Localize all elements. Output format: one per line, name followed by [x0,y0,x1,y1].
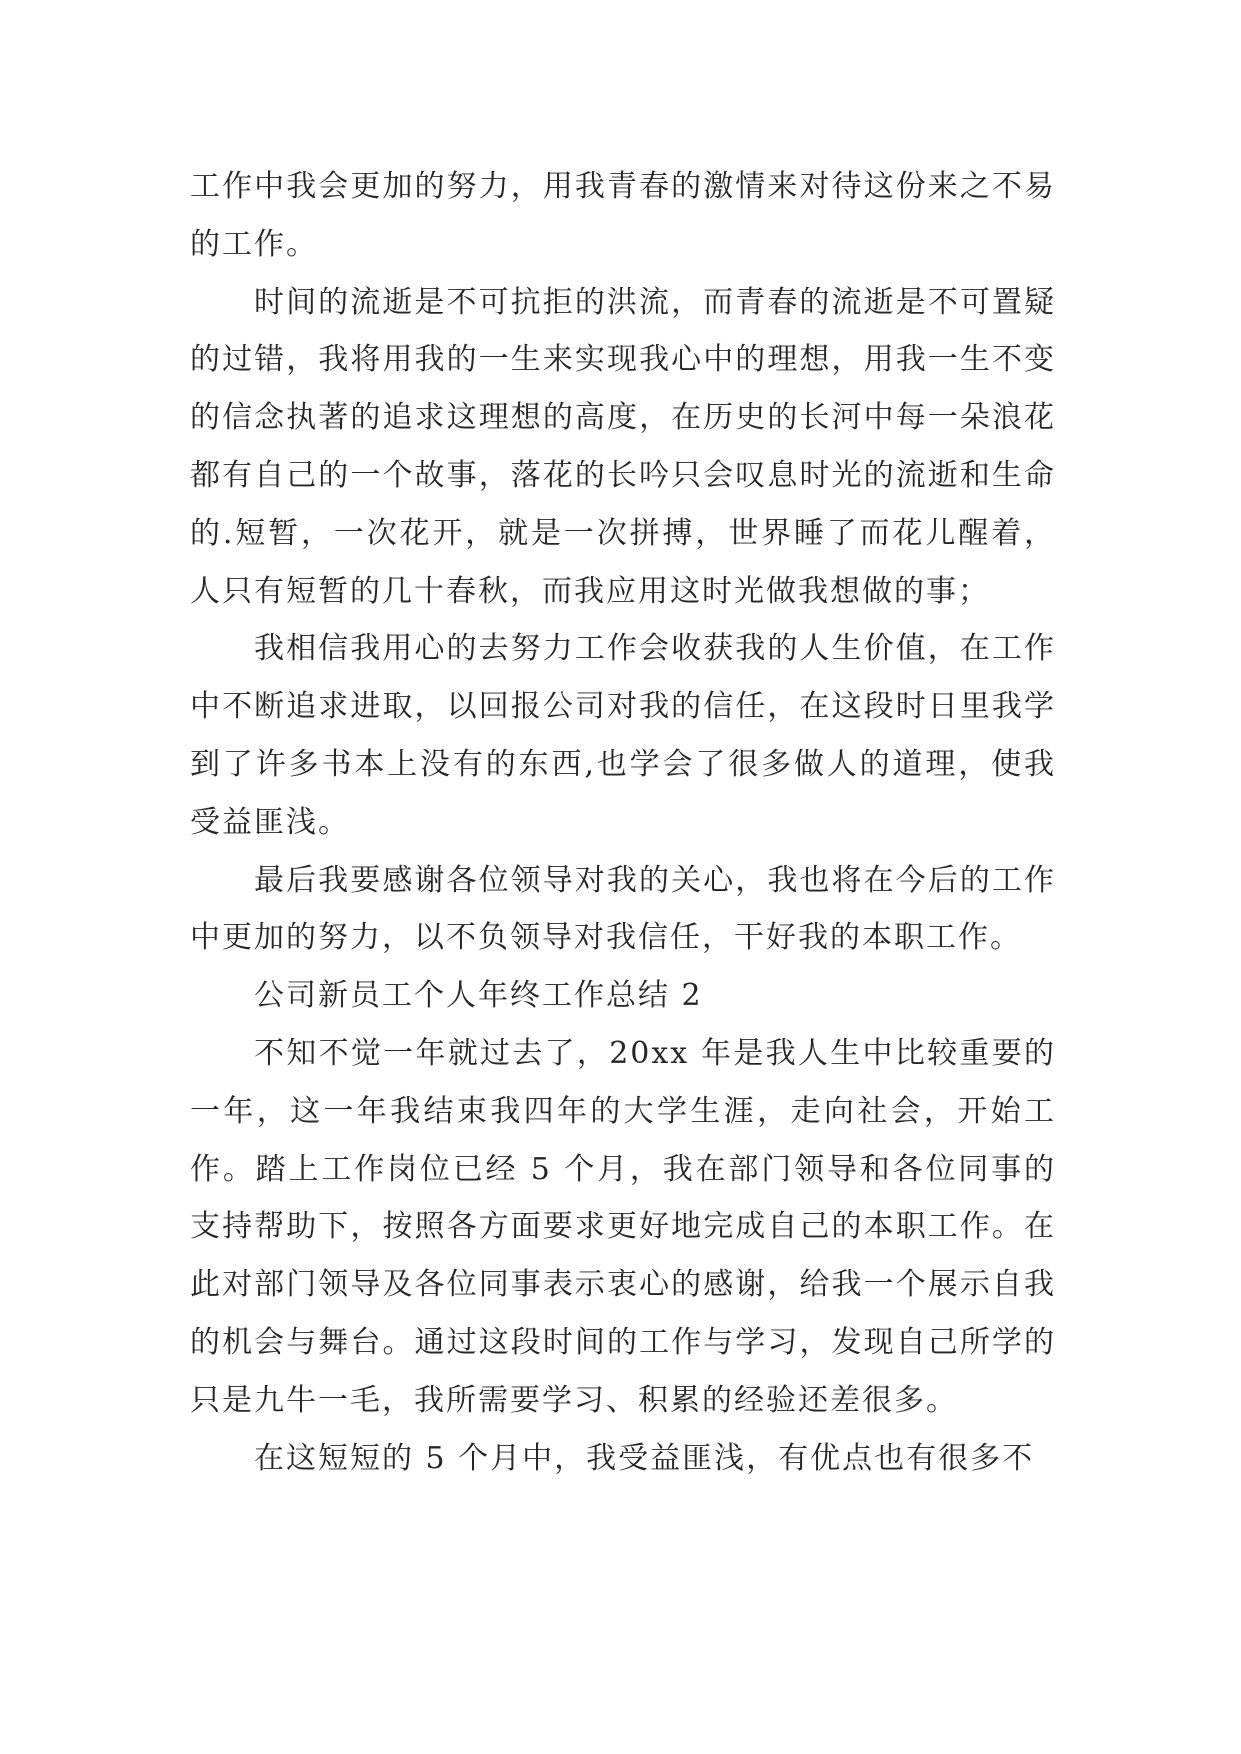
paragraph-2: 时间的流逝是不可抗拒的洪流，而青春的流逝是不可置疑的过错，我将用我的一生来实现我心中的理想，用我一生不变的信念执著的追求这理想的高度，在历史的长河中每一朵浪花都有自己的一个故事，落花的长吟只会叹息时光的流逝和生命的.短暂，一次花开，就是一次拼搏，世界睡了而花儿醒着，人只有短暂的几十春秋，而我应用这时光做我想做的事； [190,284,1056,609]
document-body [190,158,1056,1487]
paragraph-1: 工作中我会更加的努力，用我青春的激情来对待这份来之不易的工作。 [190,169,1056,262]
paragraph-3: 我相信我用心的去努力工作会收获我的人生价值，在工作中不断追求进取，以回报公司对我的信任，在这段时日里我学到了许多书本上没有的东西,也学会了很多做人的道理，使我受益匪浅。 [190,631,1056,840]
section-heading: 公司新员工个人年终工作总结 2 [254,978,703,1014]
paragraph-5: 不知不觉一年就过去了，20xx 年是我人生中比较重要的一年，这一年我结束我四年的大学生涯，走向社会，开始工作。踏上工作岗位已经 5 个月，我在部门领导和各位同事的支持帮助下，按照各方面要求更好地完成自己的本职工作。在此对部门领导及各位同事表示衷心的感谢，给我一个展示自我的机会与舞台。通过这段时间的工作与学习，发现自己所学的只是九牛一毛，我所需要学习、积累的经验还差很多。 [190,1035,1056,1418]
paragraph-4: 最后我要感谢各位领导对我的关心，我也将在今后的工作中更加的努力，以不负领导对我信任，干好我的本职工作。 [190,862,1056,956]
paragraph-6: 在这短短的 5 个月中，我受益匪浅，有优点也有很多不 [254,1440,1035,1476]
